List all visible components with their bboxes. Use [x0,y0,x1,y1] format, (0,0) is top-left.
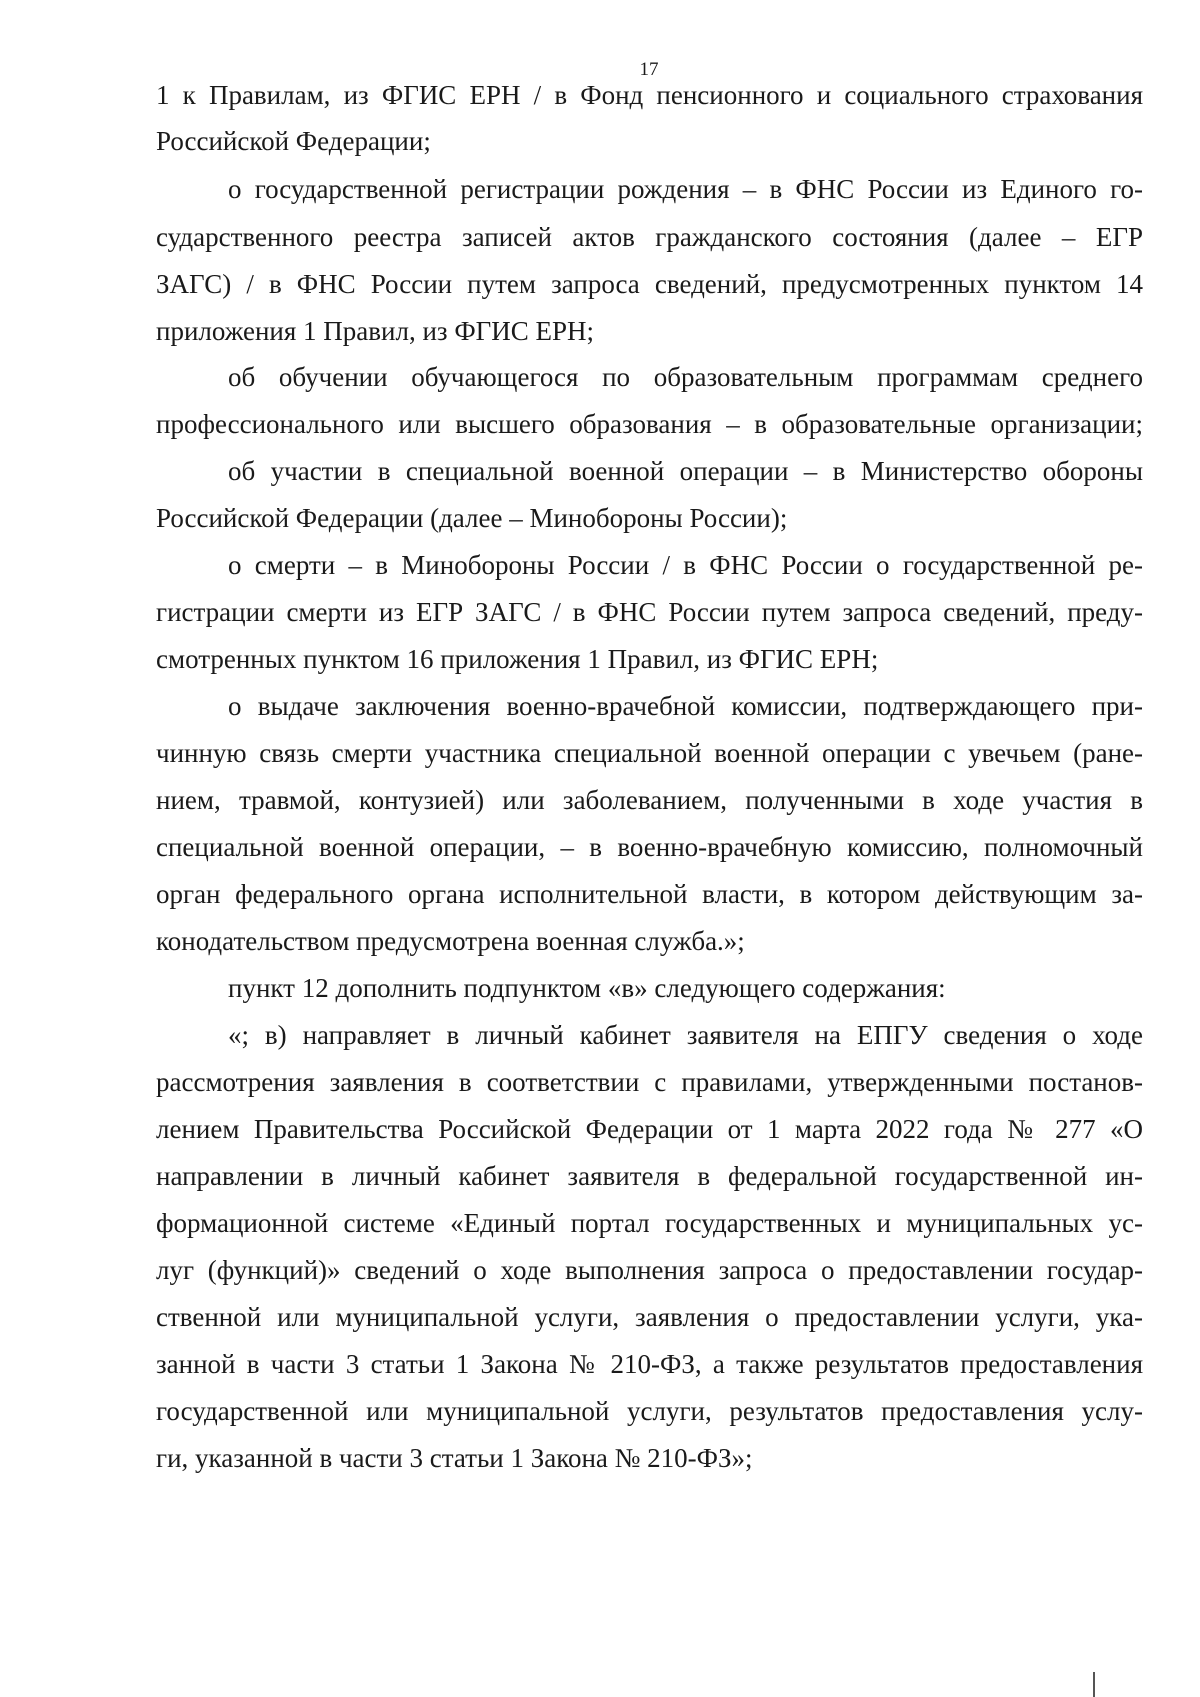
text-line: гистрации смерти из ЕГР ЗАГС / в ФНС России путем запроса сведений, преду- [156,597,1143,627]
text-line: пункт 12 дополнить подпунктом «в» следующего содержания: [228,973,946,1003]
text-line: Российской Федерации (далее – Минобороны России); [156,503,788,533]
text-line: ги, указанной в части 3 статьи 1 Закона № 210-ФЗ»; [156,1443,753,1473]
text-line: чинную связь смерти участника специальной военной операции с увечьем (ране- [156,738,1143,768]
text-line: «; в) направляет в личный кабинет заявителя на ЕПГУ сведения о ходе [228,1020,1143,1050]
text-line: 1 к Правилам, из ФГИС ЕРН / в Фонд пенсионного и социального страхования [156,80,1143,110]
text-line: направлении в личный кабинет заявителя в федеральной государственной ин- [156,1161,1143,1191]
scan-edge-mark [1093,1672,1095,1697]
text-line: смотренных пунктом 16 приложения 1 Правил, из ФГИС ЕРН; [156,644,879,674]
text-line: формационной системе «Единый портал государственных и муниципальных ус- [156,1208,1143,1238]
text-line: занной в части 3 статьи 1 Закона № 210-ФЗ, а также результатов предоставления [156,1349,1143,1379]
text-line: Российской Федерации; [156,126,431,156]
text-line: профессионального или высшего образования – в образовательные организации; [156,409,1143,439]
text-line: о смерти – в Минобороны России / в ФНС России о государственной ре- [228,550,1143,580]
text-line: специальной военной операции, – в военно-врачебную комиссию, полномочный [156,832,1143,862]
text-line: о государственной регистрации рождения – в ФНС России из Единого го- [228,174,1143,204]
text-line: рассмотрения заявления в соответствии с правилами, утвержденными постанов- [156,1067,1143,1097]
text-line: об участии в специальной военной операции – в Министерство обороны [228,456,1143,486]
text-line: лением Правительства Российской Федерации от 1 марта 2022 года № 277 «О [156,1114,1143,1144]
text-line: об обучении обучающегося по образовательным программам среднего [228,362,1143,392]
text-line: государственной или муниципальной услуги, результатов предоставления услу- [156,1396,1143,1426]
page-number: 17 [639,59,659,80]
text-line: ственной или муниципальной услуги, заявления о предоставлении услуги, ука- [156,1302,1143,1332]
text-line: луг (функций)» сведений о ходе выполнения запроса о предоставлении государ- [156,1255,1143,1285]
text-line: конодательством предусмотрена военная служба.»; [156,926,745,956]
text-line: нием, травмой, контузией) или заболеванием, полученными в ходе участия в [156,785,1143,815]
text-line: сударственного реестра записей актов гражданского состояния (далее – ЕГР [156,222,1143,252]
text-line: ЗАГС) / в ФНС России путем запроса сведений, предусмотренных пунктом 14 [156,269,1143,299]
text-line: приложения 1 Правил, из ФГИС ЕРН; [156,316,595,346]
text-line: о выдаче заключения военно-врачебной комиссии, подтверждающего при- [228,691,1143,721]
text-line: орган федерального органа исполнительной власти, в котором действующим за- [156,879,1143,909]
